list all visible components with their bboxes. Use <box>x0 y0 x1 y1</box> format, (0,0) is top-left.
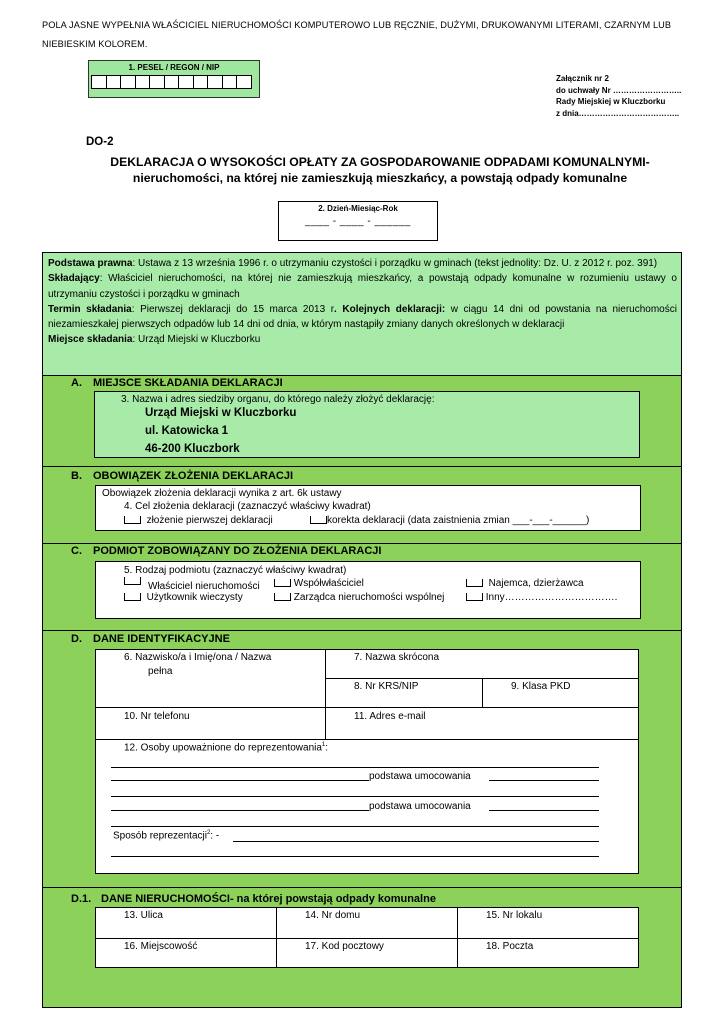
pesel-cell[interactable] <box>149 75 165 89</box>
office-city: 46-200 Kluczbork <box>145 443 240 455</box>
checkbox[interactable] <box>466 579 483 587</box>
entity-type-box <box>95 561 641 619</box>
legal-filer <box>48 271 677 302</box>
obligation-box <box>95 485 641 531</box>
text: : Właściciel nieruchomości, na której nie zamieszkują mieszkańcy, a powstają odpady komunalne w rozumieniu ustawy o utrzymaniu czystości i porządku w gminach <box>48 273 677 300</box>
field-13-street[interactable] <box>95 907 277 939</box>
field-label: 18. Poczta <box>486 941 534 952</box>
pesel-cell[interactable] <box>193 75 209 89</box>
section-num: C. <box>71 545 82 557</box>
label: . Kolejnych deklaracji: <box>334 303 446 315</box>
fill-instructions: POLA JASNE WYPEŁNIA WŁAŚCICIEL NIERUCHOMOŚCI KOMPUTEROWO LUB RĘCZNIE, DUŻYMI, DRUKOWANYMI LITERAMI, CZARNYM LUB NIEBIESKIM KOLOREM. <box>42 20 672 49</box>
section-d1-title <box>71 893 436 905</box>
field-label: 15. Nr lokalu <box>486 910 543 921</box>
section-divider <box>43 887 681 888</box>
attachment-line: z dnia……………………………….. <box>556 108 680 118</box>
section-label: OBOWIĄZEK ZŁOŻENIA DEKLARACJI <box>93 470 294 482</box>
option-manager[interactable] <box>274 592 444 603</box>
title-line: nieruchomości, na której nie zamieszkują mieszkańcy, a powstają odpady komunalne <box>132 171 628 185</box>
attachment-note <box>556 73 681 119</box>
field-17-postal-code[interactable] <box>276 938 458 968</box>
section-num: D. <box>71 633 82 645</box>
option-label: Zarządca nieruchomości wspólnej <box>293 592 445 603</box>
attachment-line: do uchwały Nr …………………….. <box>556 85 682 95</box>
option-perpetual-user[interactable] <box>124 592 243 603</box>
section-c-title <box>71 545 381 557</box>
field-11-email[interactable] <box>325 707 639 740</box>
section-d-title <box>71 633 230 645</box>
pesel-cell[interactable] <box>106 75 122 89</box>
section-label: PODMIOT ZOBOWIĄZANY DO ZŁOŻENIA DEKLARACJI <box>93 545 382 557</box>
field-label: 16. Miejscowość <box>124 941 198 952</box>
field-label: 8. Nr KRS/NIP <box>354 681 419 692</box>
section-divider <box>43 543 681 544</box>
field-10-phone[interactable] <box>95 707 326 740</box>
field-14-house-number[interactable] <box>276 907 458 939</box>
text: w ciągu 14 dni od powstania na nieruchomości niezamieszkałej pierwszych odpadów lub 14 dni od dnia, w którym nastąpiły zmiany danych określonych w deklaracji <box>48 303 677 331</box>
date-value[interactable]: ____ - ____ - ______ <box>305 216 411 227</box>
pesel-label: 1. PESEL / REGON / NIP <box>128 63 220 72</box>
field-9-pkd[interactable] <box>482 678 639 708</box>
section-divider <box>43 466 681 467</box>
field-label: 10. Nr telefonu <box>124 711 190 722</box>
pesel-cell[interactable] <box>135 75 151 89</box>
pesel-cell[interactable] <box>120 75 136 89</box>
field-6-full-name[interactable] <box>95 649 326 708</box>
section-num: B. <box>71 470 82 482</box>
text: : Urząd Miejski w Kluczborku <box>132 334 261 346</box>
obligation-intro: Obowiązek złożenia deklaracji wynika z art. 6k ustawy <box>102 488 342 499</box>
label-text: : - <box>210 830 220 842</box>
checkbox[interactable] <box>124 593 141 601</box>
field-12-representatives[interactable] <box>95 739 639 874</box>
legal-place <box>48 332 677 347</box>
pesel-cell[interactable] <box>178 75 194 89</box>
label-text: : <box>325 742 329 754</box>
label: Miejsce składania <box>48 334 133 346</box>
office-street: ul. Katowicka 1 <box>145 425 229 437</box>
representation-method-label <box>113 830 219 841</box>
text: : Pierwszej deklaracji do 15 marca 2013 r <box>131 303 335 315</box>
section-label: DANE NIERUCHOMOŚCI- na której powstają odpady komunalne <box>101 893 436 905</box>
rep-line[interactable] <box>111 796 599 797</box>
pesel-cell[interactable] <box>236 75 252 89</box>
label-text: 12. Osoby upoważnione do reprezentowania <box>124 742 322 754</box>
checkbox[interactable] <box>274 579 291 587</box>
rep-line[interactable] <box>111 780 369 781</box>
option-label: korekta deklaracji (data zaistnienia zmian ___-___-______) <box>327 515 590 526</box>
field-label <box>124 742 328 753</box>
option-correction[interactable] <box>310 515 589 526</box>
label: Termin składania <box>48 303 132 315</box>
label: Podstawa prawna <box>48 258 133 269</box>
pesel-cell[interactable] <box>91 75 107 89</box>
option-label: Użytkownik wieczysty <box>146 592 243 603</box>
attachment-line: Rady Miejskiej w Kluczborku <box>556 97 666 106</box>
field-8-krs-nip[interactable] <box>325 678 483 708</box>
office-address-box <box>94 391 640 458</box>
option-label: Najemca, dzierżawca <box>488 578 584 589</box>
pesel-cells[interactable] <box>91 75 251 89</box>
rep-line[interactable] <box>111 810 369 811</box>
field-18-post-office[interactable] <box>457 938 639 968</box>
rep-line[interactable] <box>111 856 599 857</box>
field-label: pełna <box>148 666 173 677</box>
field-15-apartment-number[interactable] <box>457 907 639 939</box>
rep-line[interactable] <box>111 826 599 827</box>
date-label: 2. Dzień-Miesiąc-Rok <box>318 204 398 213</box>
checkbox[interactable] <box>124 577 141 585</box>
pesel-box <box>88 60 260 98</box>
form-code: DO-2 <box>86 136 114 148</box>
option-co-owner[interactable] <box>274 578 364 589</box>
section-b-title <box>71 470 293 482</box>
label: Składający <box>48 273 100 285</box>
date-field[interactable] <box>278 201 438 241</box>
section-a-title <box>71 377 283 389</box>
declaration-form <box>42 252 682 1008</box>
field-16-city[interactable] <box>95 938 277 968</box>
field-5-label: 5. Rodzaj podmiotu (zaznaczyć właściwy kwadrat) <box>124 565 347 576</box>
option-other[interactable] <box>466 592 617 603</box>
title-line: DEKLARACJA O WYSOKOŚCI OPŁATY ZA GOSPODAROWANIE ODPADAMI KOMUNALNYMI- <box>110 155 650 169</box>
checkbox[interactable] <box>310 516 327 524</box>
option-label: Współwłaściciel <box>293 578 364 589</box>
checkbox[interactable] <box>124 516 141 524</box>
pesel-cell[interactable] <box>222 75 238 89</box>
office-name: Urząd Miejski w Kluczborku <box>145 407 297 419</box>
field-label: 13. Ulica <box>124 910 163 921</box>
field-7-short-name[interactable] <box>325 649 639 679</box>
field-label: 7. Nazwa skrócona <box>354 652 440 663</box>
legal-info <box>43 253 681 376</box>
authorization-basis-label: podstawa umocowania <box>369 771 471 782</box>
option-first-declaration[interactable] <box>124 515 273 526</box>
authorization-basis-label: podstawa umocowania <box>369 801 471 812</box>
pesel-cell[interactable] <box>164 75 180 89</box>
option-label: Inny……………………………. <box>485 592 618 603</box>
checkbox[interactable] <box>274 593 291 601</box>
label-text: Sposób reprezentacji <box>113 830 207 842</box>
rep-line[interactable] <box>233 841 599 842</box>
legal-basis <box>48 256 677 271</box>
field-3-label: 3. Nazwa i adres siedziby organu, do którego należy złożyć deklarację: <box>121 394 435 405</box>
section-num: D.1. <box>71 893 92 905</box>
pesel-cell[interactable] <box>207 75 223 89</box>
attachment-line: Załącznik nr 2 <box>556 74 609 83</box>
legal-deadline <box>48 302 677 333</box>
section-label: MIEJSCE SKŁADANIA DEKLARACJI <box>93 377 283 389</box>
text: : Ustawa z 13 września 1996 r. o utrzymaniu czystości i porządku w gminach (tekst jednolity: Dz. U. z 2012 r. poz. 391) <box>132 258 658 269</box>
field-label: 14. Nr domu <box>305 910 361 921</box>
option-label: złożenie pierwszej deklaracji <box>146 515 273 526</box>
option-tenant[interactable] <box>466 578 584 589</box>
section-divider <box>43 630 681 631</box>
field-4-label: 4. Cel złożenia deklaracji (zaznaczyć właściwy kwadrat) <box>124 501 371 512</box>
section-num: A. <box>71 377 82 389</box>
form-title <box>80 154 680 186</box>
field-label: 9. Klasa PKD <box>511 681 571 692</box>
section-label: DANE IDENTYFIKACYJNE <box>93 633 230 645</box>
rep-line[interactable] <box>111 767 599 768</box>
option-label: Właściciel nieruchomości <box>148 581 260 592</box>
field-label: 6. Nazwisko/a i Imię/ona / Nazwa <box>124 652 272 663</box>
field-label: 17. Kod pocztowy <box>305 941 384 952</box>
checkbox[interactable] <box>466 593 483 601</box>
rep-line[interactable] <box>489 780 599 781</box>
field-label: 11. Adres e-mail <box>354 711 426 722</box>
rep-line[interactable] <box>489 810 599 811</box>
footnote-ref: 2 <box>206 830 211 836</box>
footnote-ref: 1 <box>321 742 326 748</box>
